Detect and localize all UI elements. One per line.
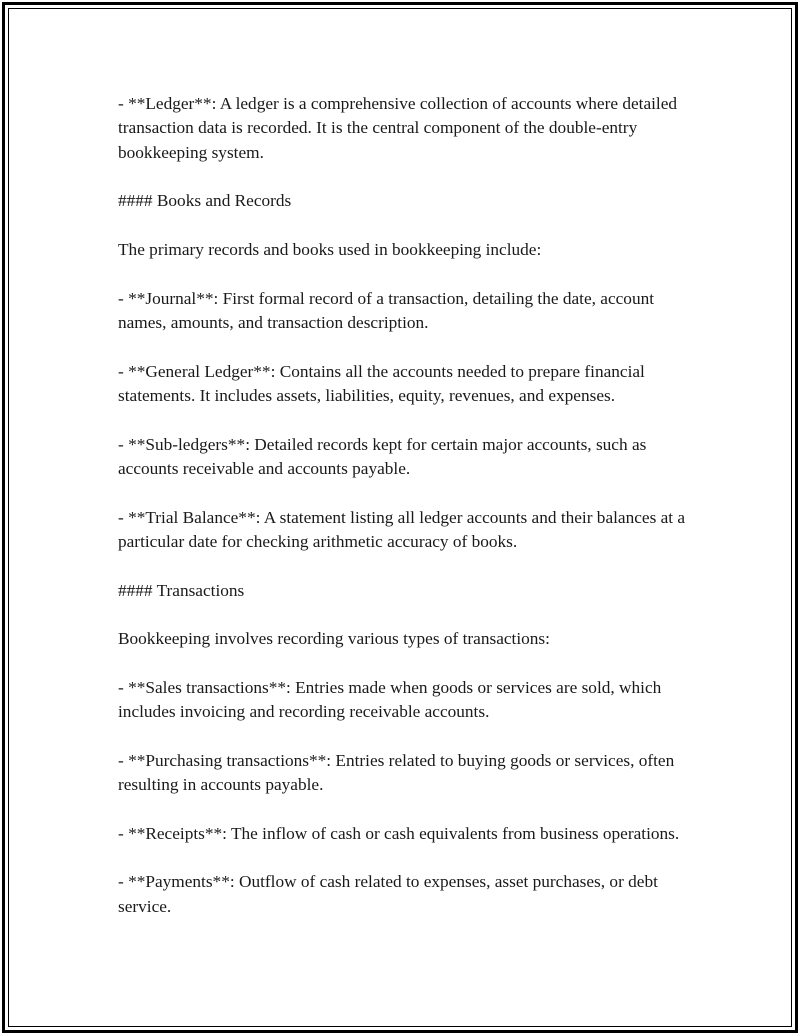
document-body <box>118 92 693 919</box>
list-item-sub-ledgers: - **Sub-ledgers**: Detailed records kept for certain major accounts, such as accounts receivable and accounts payable. <box>118 434 647 478</box>
list-item-sales-transactions: - **Sales transactions**: Entries made when goods or services are sold, which includes invoicing and recording receivable accounts. <box>118 677 662 722</box>
intro-paragraph-books: The primary records and books used in bookkeeping include: <box>118 240 542 259</box>
list-item-ledger: - **Ledger**: A ledger is a comprehensive collection of accounts where detailed transaction data is recorded. It is the central component of the double-entry bookkeeping system. <box>118 94 678 162</box>
list-item-receipts: - **Receipts**: The inflow of cash or cash equivalents from business operations. <box>118 823 680 843</box>
list-item-purchasing-transactions: - **Purchasing transactions**: Entries related to buying goods or services, often resulting in accounts payable. <box>118 750 675 795</box>
list-item-journal: - **Journal**: First formal record of a transaction, detailing the date, account names, amounts, and transaction description. <box>118 288 655 332</box>
heading-transactions: #### Transactions <box>118 580 245 600</box>
list-item-general-ledger: - **General Ledger**: Contains all the accounts needed to prepare financial statements. It includes assets, liabilities, equity, revenues, and expenses. <box>118 361 645 405</box>
intro-paragraph-transactions: Bookkeeping involves recording various types of transactions: <box>118 629 550 649</box>
heading-books-and-records: #### Books and Records <box>118 191 292 211</box>
list-item-trial-balance: - **Trial Balance**: A statement listing all ledger accounts and their balances at a particular date for checking arithmetic accuracy of books. <box>118 507 686 551</box>
list-item-payments: - **Payments**: Outflow of cash related to expenses, asset purchases, or debt service. <box>118 872 658 916</box>
